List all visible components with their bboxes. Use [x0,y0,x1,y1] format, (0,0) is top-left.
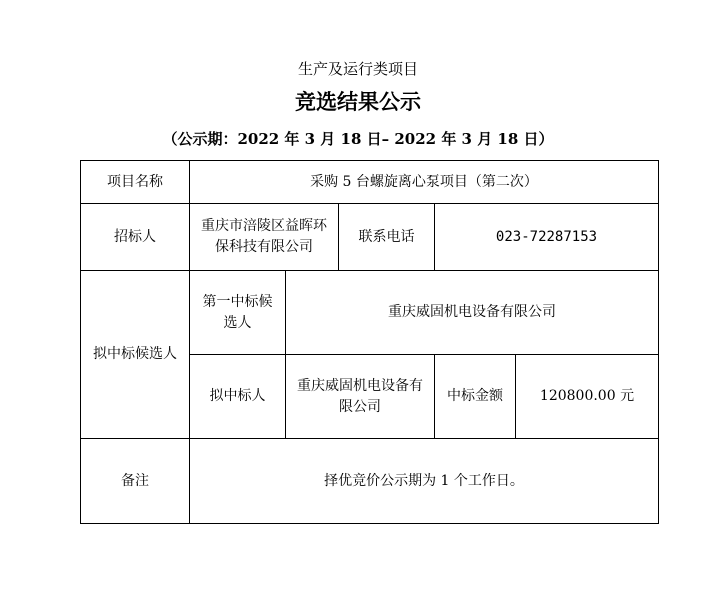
contact-phone-label: 联系电话 [339,204,435,271]
project-name-label: 项目名称 [81,161,190,204]
document-title: 竞选结果公示 [295,89,421,114]
remarks-label: 备注 [81,439,190,524]
document-subtitle: 生产及运行类项目 [297,60,418,78]
publicity-period: （公示期：2022 年 3 月 18 日– 2022 年 3 月 18 日） [162,130,554,148]
winner-label: 拟中标人 [190,355,286,439]
result-table [80,160,659,524]
first-candidate-label: 第一中标候选人 [190,271,286,355]
table-row [81,271,659,355]
first-candidate-value: 重庆威固机电设备有限公司 [286,271,659,355]
remarks-value: 择优竞价公示期为 1 个工作日。 [190,439,659,524]
table-row [81,204,659,271]
contact-phone-value: 023-72287153 [435,204,659,271]
project-name-value: 采购 5 台螺旋离心泵项目（第二次） [190,161,659,204]
winner-value: 重庆威固机电设备有限公司 [286,355,435,439]
table-row [81,439,659,524]
candidate-label: 拟中标候选人 [81,271,190,439]
table-row [81,161,659,204]
tenderer-label: 招标人 [81,204,190,271]
tenderer-value: 重庆市涪陵区益晖环保科技有限公司 [190,204,339,271]
amount-value: 120800.00 元 [516,355,659,439]
amount-label: 中标金额 [435,355,516,439]
